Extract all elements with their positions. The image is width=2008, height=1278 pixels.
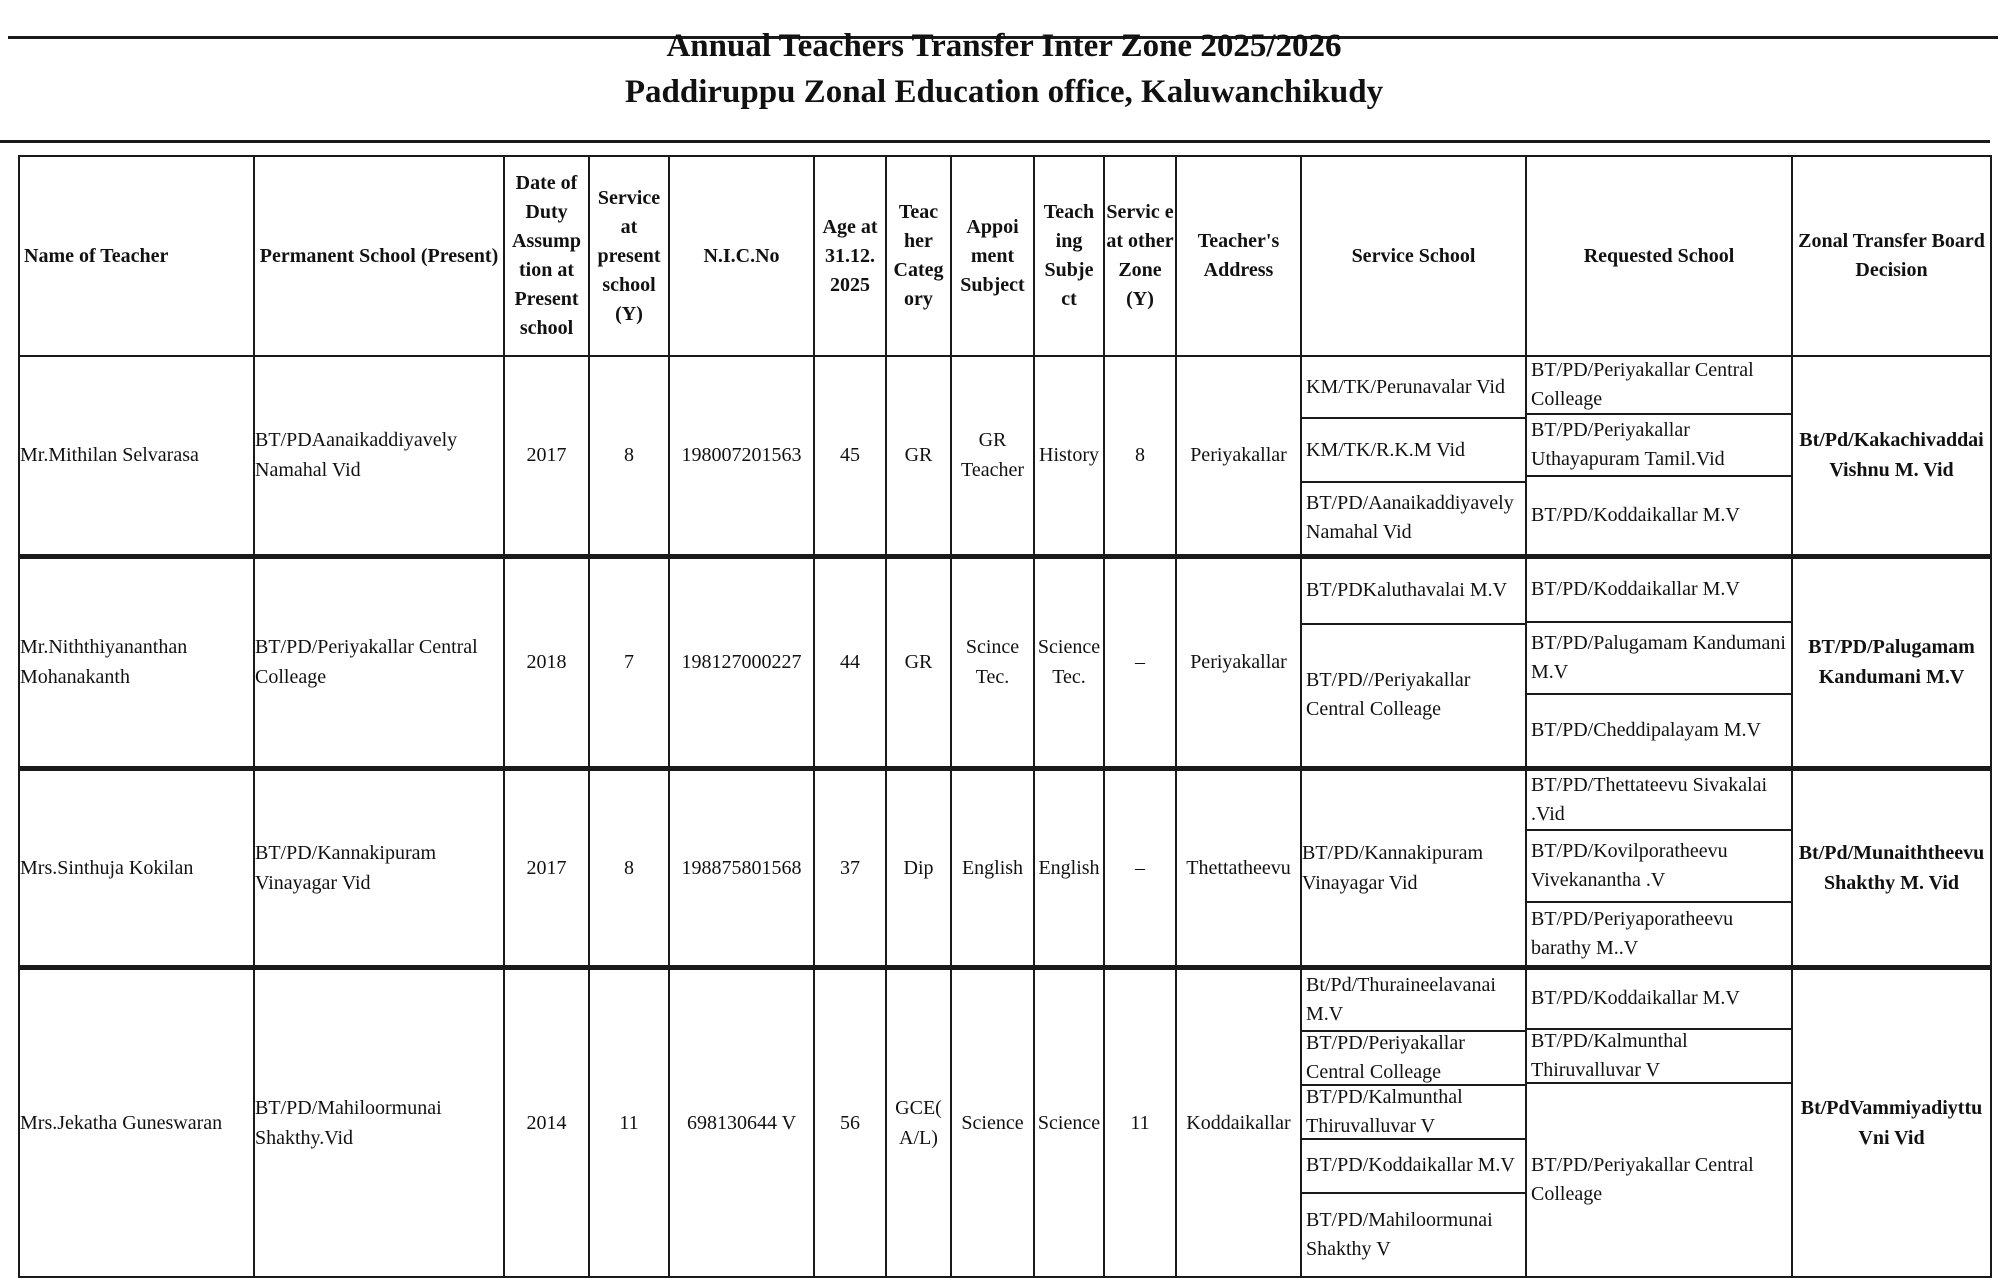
nic-number: 198007201563 — [669, 356, 814, 556]
teaching-subject: Science Tec. — [1034, 556, 1104, 768]
service-other-zone: 11 — [1104, 967, 1176, 1277]
board-decision: Bt/Pd/Munaiththeevu Shakthy M. Vid — [1792, 768, 1991, 967]
teaching-subject: English — [1034, 768, 1104, 967]
service-school: BT/PD/Koddaikallar M.V — [1302, 1140, 1525, 1194]
service-school: BT/PDKaluthavalai M.V — [1302, 559, 1525, 625]
requested-school: BT/PD/Koddaikallar M.V — [1527, 559, 1791, 623]
nic-number: 198127000227 — [669, 556, 814, 768]
col-header-category: Teac her Categ ory — [886, 156, 951, 356]
document-title: Annual Teachers Transfer Inter Zone 2025/2026 — [666, 28, 1342, 64]
col-header-date-of-duty: Date of Duty Assump tion at Present school — [504, 156, 589, 356]
col-header-decision: Zonal Transfer Board Decision — [1792, 156, 1991, 356]
teacher-name: Mr.Niththiyananthan Mohanakanth — [19, 556, 254, 768]
requested-school-list — [1526, 967, 1792, 1277]
service-school: BT/PD//Periyakallar Central Colleage — [1306, 669, 1471, 720]
col-header-age: Age at 31.12. 2025 — [814, 156, 886, 356]
service-school: BT/PD/Mahiloormunai Shakthy V — [1306, 1208, 1493, 1260]
service-school: KM/TK/R.K.M Vid — [1302, 419, 1525, 483]
date-of-duty: 2018 — [504, 556, 589, 768]
col-header-service-other-zone: Servic e at other Zone (Y) — [1104, 156, 1176, 356]
board-decision: Bt/PdVammiyadiyttu Vni Vid — [1792, 967, 1991, 1277]
requested-school: BT/PD/Periyakallar Uthayapuram Tamil.Vid — [1527, 415, 1791, 477]
nic-number: 698130644 V — [669, 967, 814, 1277]
requested-school: BT/PD/Koddaikallar M.V — [1531, 503, 1740, 526]
appointment-subject: Science — [951, 967, 1034, 1277]
service-school-list — [1301, 967, 1526, 1277]
header-row — [19, 156, 1991, 356]
teacher-name: Mrs.Sinthuja Kokilan — [19, 768, 254, 967]
permanent-school: BT/PD/Kannakipuram Vinayagar Vid — [254, 768, 504, 967]
col-header-address: Teacher's Address — [1176, 156, 1301, 356]
requested-school: BT/PD/Palugamam Kandumani M.V — [1527, 623, 1791, 695]
service-present: 8 — [589, 356, 669, 556]
nic-number: 198875801568 — [669, 768, 814, 967]
teacher-category: GCE( A/L) — [886, 967, 951, 1277]
table-row — [19, 768, 1991, 967]
permanent-school: BT/PD/Periyakallar Central Colleage — [254, 556, 504, 768]
service-other-zone: 8 — [1104, 356, 1176, 556]
requested-school-list — [1526, 768, 1792, 967]
requested-school-list — [1526, 356, 1792, 556]
requested-school: BT/PD/Koddaikallar M.V — [1527, 970, 1791, 1030]
teacher-address: Periyakallar — [1176, 556, 1301, 768]
col-header-service-present: Service at present school (Y) — [589, 156, 669, 356]
col-header-service-school: Service School — [1301, 156, 1526, 356]
requested-school: BT/PD/Kovilporatheevu Vivekanantha .V — [1527, 831, 1791, 903]
service-present: 8 — [589, 768, 669, 967]
date-of-duty: 2017 — [504, 356, 589, 556]
document-subtitle: Paddiruppu Zonal Education office, Kaluwanchikudy — [624, 74, 1384, 110]
service-school: KM/TK/Perunavalar Vid — [1302, 357, 1525, 419]
teaching-subject: History — [1034, 356, 1104, 556]
service-school: BT/PD/Periyakallar Central Colleage — [1302, 1032, 1525, 1086]
col-header-appointment-subject: Appoi ment Subject — [951, 156, 1034, 356]
table-row — [19, 967, 1991, 1277]
service-school-list — [1301, 556, 1526, 768]
teacher-category: GR — [886, 356, 951, 556]
service-other-zone: – — [1104, 768, 1176, 967]
permanent-school: BT/PD/Mahiloormunai Shakthy.Vid — [254, 967, 504, 1277]
appointment-subject: Scince Tec. — [951, 556, 1034, 768]
board-decision: BT/PD/Palugamam Kandumani M.V — [1792, 556, 1991, 768]
permanent-school: BT/PDAanaikaddiyavely Namahal Vid — [254, 356, 504, 556]
teacher-address: Thettatheevu — [1176, 768, 1301, 967]
teacher-name: Mr.Mithilan Selvarasa — [19, 356, 254, 556]
requested-school: BT/PD/Kalmunthal Thiruvalluvar V — [1527, 1030, 1791, 1084]
appointment-subject: English — [951, 768, 1034, 967]
service-school: BT/PD/Kannakipuram Vinayagar Vid — [1301, 768, 1526, 967]
transfer-table — [18, 155, 1992, 1278]
header-rule — [0, 140, 1990, 143]
age: 37 — [814, 768, 886, 967]
requested-school-list — [1526, 556, 1792, 768]
service-present: 7 — [589, 556, 669, 768]
teacher-category: GR — [886, 556, 951, 768]
col-header-nic: N.I.C.No — [669, 156, 814, 356]
date-of-duty: 2017 — [504, 768, 589, 967]
appointment-subject: GR Teacher — [951, 356, 1034, 556]
date-of-duty: 2014 — [504, 967, 589, 1277]
col-header-permanent-school: Permanent School (Present) — [254, 156, 504, 356]
requested-school: BT/PD/Thettateevu Sivakalai .Vid — [1527, 771, 1791, 831]
teacher-name: Mrs.Jekatha Guneswaran — [19, 967, 254, 1277]
service-school: Bt/Pd/Thuraineelavanai M.V — [1302, 970, 1525, 1032]
service-school: BT/PD/Aanaikaddiyavely Namahal Vid — [1306, 492, 1514, 544]
requested-school: BT/PD/Cheddipalayam M.V — [1531, 718, 1761, 741]
board-decision: Bt/Pd/Kakachivaddai Vishnu M. Vid — [1792, 356, 1991, 556]
age: 56 — [814, 967, 886, 1277]
col-header-teaching-subject: Teach ing Subje ct — [1034, 156, 1104, 356]
table-row — [19, 556, 1991, 768]
teacher-address: Koddaikallar — [1176, 967, 1301, 1277]
col-header-name: Name of Teacher — [19, 156, 254, 356]
service-other-zone: – — [1104, 556, 1176, 768]
service-school: BT/PD/Kalmunthal Thiruvalluvar V — [1302, 1086, 1525, 1140]
age: 45 — [814, 356, 886, 556]
requested-school: BT/PD/Periyaporatheevu barathy M..V — [1531, 907, 1734, 959]
table-row — [19, 356, 1991, 556]
requested-school: BT/PD/Periyakallar Central Colleage — [1531, 1153, 1754, 1205]
teaching-subject: Science — [1034, 967, 1104, 1277]
age: 44 — [814, 556, 886, 768]
service-present: 11 — [589, 967, 669, 1277]
requested-school: BT/PD/Periyakallar Central Colleage — [1527, 357, 1791, 415]
service-school-list — [1301, 356, 1526, 556]
teacher-address: Periyakallar — [1176, 356, 1301, 556]
teacher-category: Dip — [886, 768, 951, 967]
col-header-requested-school: Requested School — [1526, 156, 1792, 356]
